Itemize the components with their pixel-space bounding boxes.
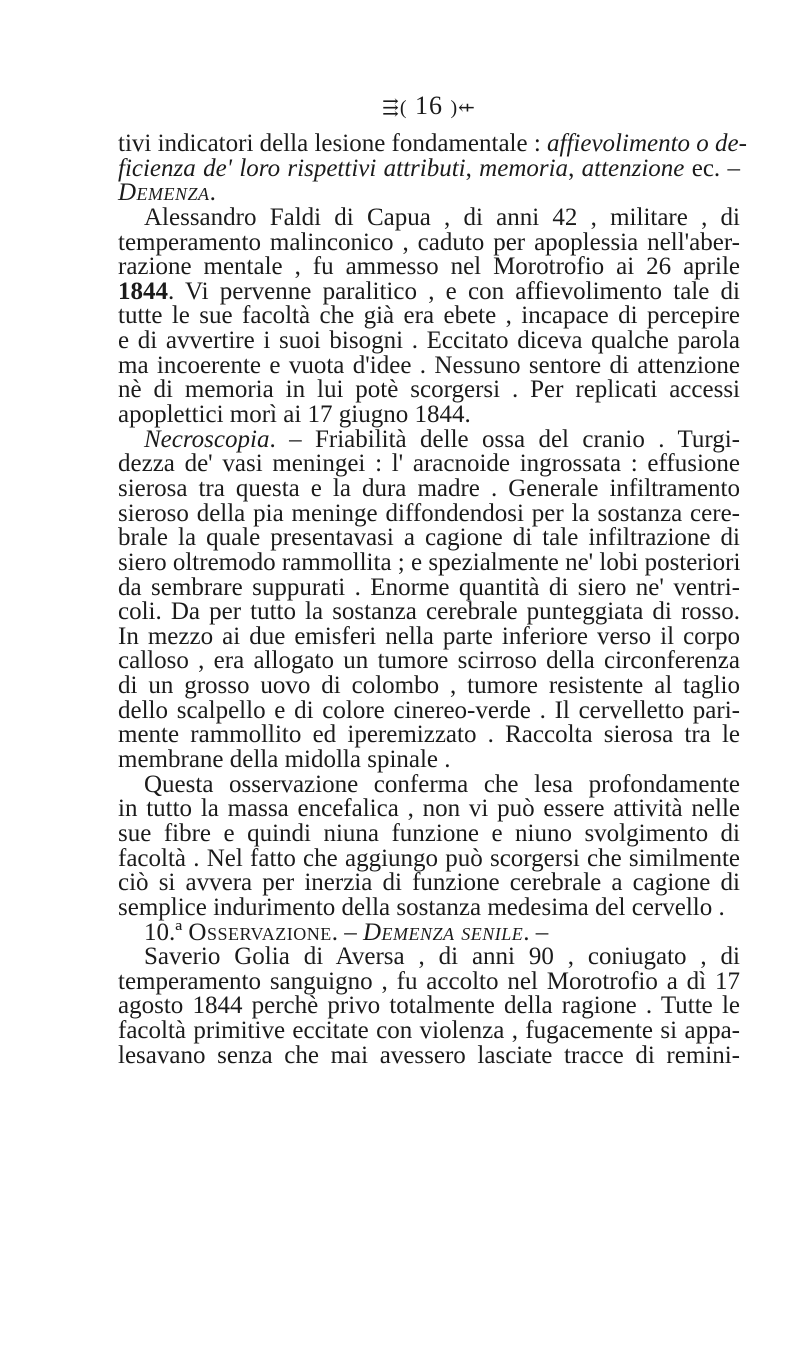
text-run: Saverio Golia di Aversa , di anni 90 , coniugato , di bbox=[144, 943, 740, 971]
text-run: da sembrare suppurati . Enorme quantità di siero ne' ventri- bbox=[118, 573, 740, 601]
text-line bbox=[118, 600, 740, 625]
text-run: 10.ª bbox=[144, 918, 189, 946]
text-line bbox=[118, 452, 740, 477]
text-run: dezza de' vasi meningei : l' aracnoide ingrossata : effusione bbox=[118, 450, 740, 478]
body-text bbox=[118, 130, 747, 1069]
text-run: lesavano senza che mai avessero lasciate tracce di remini- bbox=[118, 1041, 740, 1069]
text-run: sieroso della pia meninge diffondendosi per la sostanza cere- bbox=[118, 499, 740, 527]
text-line bbox=[118, 674, 740, 699]
text-run: sue fibre e quindi niuna funzione e niuno svolgimento di bbox=[118, 819, 740, 847]
text-run: semplice indurimento della sostanza medesima del cervello . bbox=[118, 893, 725, 921]
text-run: razione mentale , fu ammesso nel Morotrofio ai 26 aprile bbox=[118, 253, 740, 281]
text-run: attenzione bbox=[581, 154, 685, 182]
text-line bbox=[118, 994, 740, 1019]
text-run: . Vi pervenne paralitico , e con affievolimento tale di bbox=[168, 277, 740, 305]
text-line bbox=[118, 499, 740, 527]
text-run: . bbox=[209, 179, 216, 207]
text-run: affievolimento o de- bbox=[547, 130, 747, 157]
page-number: 16 bbox=[415, 91, 443, 120]
text-run: brale la quale presentavasi a cagione di tale infiltrazione di bbox=[118, 524, 740, 552]
text-line bbox=[118, 819, 740, 847]
text-line bbox=[118, 351, 740, 379]
text-run: e di avvertire i suoi bisogni . Eccitato diceva qualche parola bbox=[118, 327, 740, 355]
text-line bbox=[118, 255, 740, 280]
text-line bbox=[118, 548, 741, 576]
text-run: facoltà . Nel fatto che aggiungo può scorgersi che similmente bbox=[118, 844, 740, 872]
text-run: Demenza bbox=[118, 179, 210, 207]
text-run: memoria bbox=[479, 154, 569, 182]
text-line bbox=[118, 573, 740, 601]
text-run: , bbox=[465, 154, 480, 182]
text-line bbox=[118, 203, 740, 231]
text-run: apoplettici morì ai 17 giugno 1844. bbox=[118, 401, 471, 429]
text-run: di un grosso uovo di colombo , tumore resistente al taglio bbox=[118, 672, 740, 700]
text-line bbox=[118, 378, 740, 403]
text-run: tutte le sue facoltà che già era ebete , incapace di percepire bbox=[118, 302, 740, 330]
text-line bbox=[118, 526, 740, 551]
text-line bbox=[118, 474, 740, 502]
text-line bbox=[118, 304, 740, 329]
text-line bbox=[118, 130, 747, 157]
text-run: Osservazione bbox=[188, 918, 332, 946]
text-run: mente rammollito ed iperemizzato . Raccolta sierosa tra le bbox=[118, 721, 740, 749]
text-line bbox=[118, 696, 740, 724]
text-line bbox=[118, 748, 740, 773]
right-ornament: )⇷ bbox=[450, 97, 476, 119]
left-ornament: ⇶( bbox=[382, 97, 408, 119]
text-run: ec. – bbox=[684, 154, 740, 182]
text-line bbox=[118, 797, 740, 822]
text-run: Questa osservazione conferma che lesa profondamente bbox=[144, 770, 740, 798]
text-run: 1844 bbox=[118, 277, 168, 305]
text-line bbox=[118, 871, 740, 896]
text-line bbox=[118, 403, 740, 428]
text-line bbox=[118, 228, 740, 256]
text-run: ma incoerente e vuota d'idee . Nessuno sentore di attenzione bbox=[118, 351, 740, 379]
text-run: nè di memoria in lui potè scorgersi . Per replicati accessi bbox=[118, 376, 740, 404]
text-line bbox=[118, 622, 740, 650]
text-run: in tutto la massa encefalica , non vi può essere attività nelle bbox=[118, 795, 740, 823]
text-run: , bbox=[568, 154, 582, 182]
page bbox=[118, 88, 747, 1069]
text-run: temperamento sanguigno , fu accolto nel Morotrofio a dì 17 bbox=[118, 967, 740, 995]
text-run: Necroscopia bbox=[144, 425, 270, 453]
text-run: . – bbox=[523, 918, 549, 946]
text-line bbox=[118, 893, 740, 921]
text-run: calloso , era allogato un tumore scirroso della circonferenza bbox=[118, 647, 740, 675]
text-run: siero oltremodo rammollita ; e spezialmente ne' lobi posteriori bbox=[118, 548, 741, 576]
text-line bbox=[118, 945, 740, 970]
text-run: ficienza de' loro rispettivi attributi bbox=[118, 154, 466, 182]
text-run: facoltà primitive eccitate con violenza , fugacemente si appa- bbox=[118, 1017, 740, 1045]
text-line bbox=[118, 154, 740, 182]
text-run: Demenza senile bbox=[362, 918, 524, 946]
text-run: ciò si avvera per inerzia di funzione cerebrale a cagione di bbox=[118, 869, 740, 897]
text-line bbox=[118, 723, 740, 748]
text-line bbox=[118, 329, 740, 354]
text-line bbox=[118, 1041, 740, 1069]
text-run: . – bbox=[331, 918, 363, 946]
page-header bbox=[118, 88, 740, 132]
text-run: tivi indicatori della lesione fondamentale : bbox=[118, 130, 548, 157]
text-line bbox=[118, 1019, 740, 1044]
text-run: dello scalpello e di colore cinereo-verde . Il cervelletto pari- bbox=[118, 696, 740, 724]
text-run: membrane della midolla spinale . bbox=[118, 746, 451, 774]
text-line bbox=[118, 425, 740, 453]
text-run: agosto 1844 perchè privo totalmente della ragione . Tutte le bbox=[118, 992, 740, 1020]
text-run: temperamento malinconico , caduto per apoplessia nell'aber- bbox=[118, 228, 740, 256]
text-run: In mezzo ai due emisferi nella parte inferiore verso il corpo bbox=[118, 622, 740, 650]
text-line bbox=[118, 918, 740, 946]
text-line bbox=[118, 649, 740, 674]
text-run: . – Friabilità delle ossa del cranio . Turgi- bbox=[269, 425, 740, 453]
text-run: coli. Da per tutto la sostanza cerebrale punteggiata di rosso. bbox=[118, 598, 740, 626]
text-run: sierosa tra questa e la dura madre . Generale infiltramento bbox=[118, 474, 740, 502]
text-run: Alessandro Faldi di Capua , di anni 42 , militare , di bbox=[144, 203, 740, 231]
text-line bbox=[118, 277, 740, 305]
text-line bbox=[118, 770, 740, 798]
text-line bbox=[118, 181, 740, 206]
text-line bbox=[118, 967, 740, 995]
text-line bbox=[118, 844, 740, 872]
